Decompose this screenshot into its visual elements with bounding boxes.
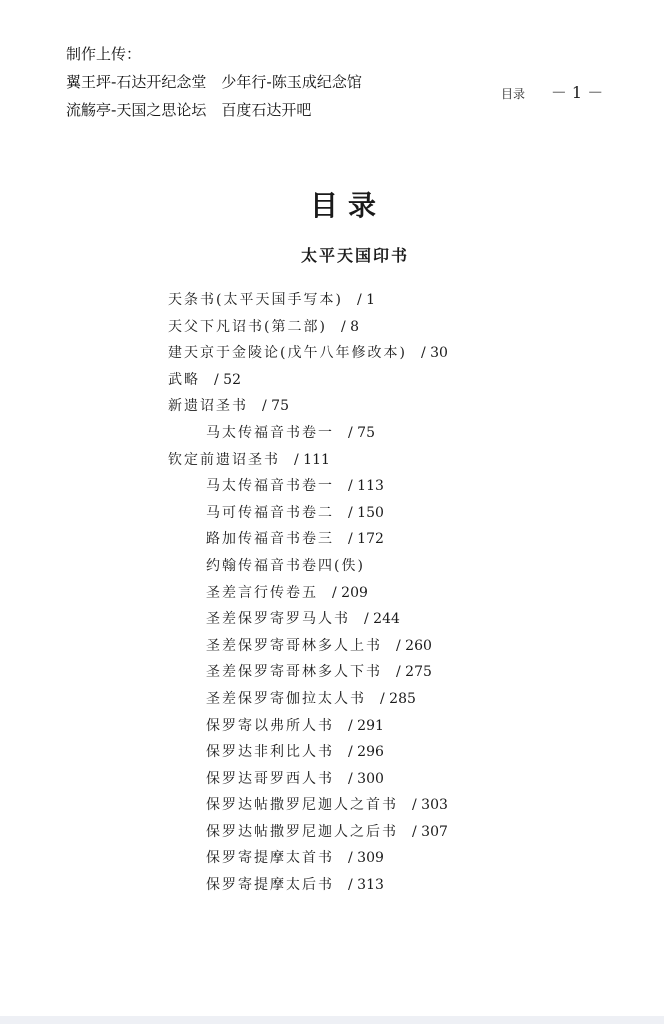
toc-entry-page: / 1 [356,292,376,308]
toc-entry-title: 武略 [168,371,200,388]
toc-entry-title: 约翰传福音书卷四(佚) [206,557,365,574]
toc-entry-title: 马太传福音书卷一 [206,424,334,441]
toc-entry[interactable] [168,473,448,500]
toc-entry-page: / 296 [348,744,384,761]
toc-entry[interactable] [168,447,448,474]
toc-entry[interactable] [168,500,448,527]
toc-entry[interactable] [168,606,448,633]
toc-entry[interactable] [168,659,448,686]
toc-entry[interactable] [168,792,448,819]
toc-entry[interactable] [168,739,448,766]
toc-entry[interactable] [168,580,448,607]
toc-entry-page: / 291 [348,717,384,734]
toc-entry[interactable] [168,819,448,846]
toc-entry-page: / 8 [340,318,360,335]
toc-entry-title: 保罗寄以弗所人书 [206,717,334,734]
toc-entry[interactable] [168,287,448,314]
toc-entry[interactable] [168,314,448,341]
toc-entry-page: / 303 [412,797,448,814]
page-number: － 1 － [550,83,604,102]
toc-entry[interactable] [168,367,448,394]
toc-entry-page: / 113 [348,478,384,495]
toc-entry-page: / 244 [364,611,400,628]
toc-entry[interactable] [168,766,448,793]
toc-entry-page: / 52 [214,371,241,388]
toc-entry[interactable] [168,526,448,553]
toc-entry-page: / 75 [348,424,375,441]
toc-entry-title: 保罗达哥罗西人书 [206,770,334,787]
toc-entry-page: / 313 [348,877,384,894]
toc-entry-title: 圣差保罗寄哥林多人上书 [206,637,382,654]
running-head [501,80,603,103]
toc-entry-page: / 307 [412,823,448,840]
toc-entry-title: 天条书(太平天国手写本) [168,292,343,308]
toc-entry-title: 保罗达非利比人书 [206,744,334,761]
toc-entry-title: 新遗诏圣书 [168,398,248,415]
toc-entry-page: / 309 [348,850,384,867]
toc-entry-page: / 285 [380,690,416,707]
toc-entry[interactable] [168,845,448,872]
toc-entry[interactable] [168,553,448,580]
toc-entry-title: 保罗达帖撒罗尼迦人之首书 [206,797,398,814]
toc-entry-title: 钦定前遗诏圣书 [168,451,280,468]
toc-entry-page: / 111 [294,451,330,468]
toc-entry-title: 保罗寄提摩太首书 [206,850,334,867]
toc-entry-title: 保罗达帖撒罗尼迦人之后书 [206,823,398,840]
toc-entry[interactable] [168,686,448,713]
uploader-line-1: 翼王坪-石达开纪念堂 少年行-陈玉成纪念馆 [66,73,362,91]
toc-entry[interactable] [168,872,448,899]
toc-entry-title: 保罗寄提摩太后书 [206,877,334,894]
toc-entry-page: / 150 [348,504,384,521]
uploader-line-2: 流觞亭-天国之思论坛 百度石达开吧 [66,101,312,119]
section-title: 太平天国印书 [300,246,409,265]
toc-entry-title: 圣差保罗寄伽拉太人书 [206,690,366,707]
toc-entry-title: 圣差保罗寄罗马人书 [206,611,350,628]
toc-entry-page: / 300 [348,770,384,787]
toc-entry-title: 圣差保罗寄哥林多人下书 [206,664,382,681]
toc-entry-page: / 260 [396,637,432,654]
running-head-label: 目录 [501,87,526,101]
toc-entry-page: / 209 [332,584,368,601]
toc-entry-title: 马太传福音书卷一 [206,478,334,495]
toc-entry-page: / 30 [420,345,448,362]
toc-entry-title: 圣差言行传卷五 [206,584,318,601]
toc-entry[interactable] [168,633,448,660]
toc-entry[interactable] [168,340,448,367]
toc-entry-title: 马可传福音书卷二 [206,504,334,521]
toc-entry[interactable] [168,393,448,420]
page-title: 目录 [309,189,386,222]
table-of-contents [168,287,448,899]
toc-entry-page: / 275 [396,664,432,681]
uploader-credit [66,40,362,124]
toc-entry-page: / 172 [348,531,384,548]
toc-entry-title: 天父下凡诏书(第二部) [168,318,327,335]
toc-entry[interactable] [168,420,448,447]
uploader-label: 制作上传： [66,45,142,63]
toc-entry-title: 建天京于金陵论(戊午八年修改本) [168,345,407,362]
toc-entry-page: / 75 [262,398,289,415]
toc-entry[interactable] [168,713,448,740]
toc-entry-title: 路加传福音书卷三 [206,531,334,548]
